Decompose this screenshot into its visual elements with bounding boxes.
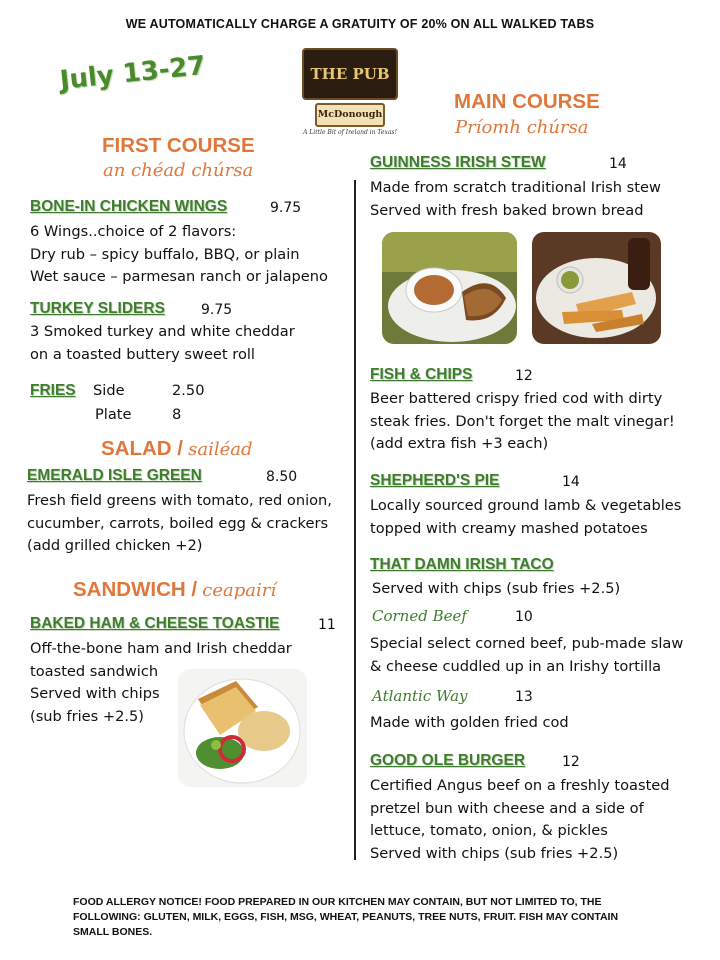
item-name-fries: FRIES — [30, 382, 76, 399]
fries-plate-label: Plate — [95, 406, 132, 423]
fries-plate-price: 8 — [172, 406, 182, 423]
sandwich-title: SANDWICH / — [73, 578, 198, 601]
sandwich-subtitle: ceapairí — [202, 580, 277, 601]
desc-line: Served with fresh baked brown bread — [370, 201, 644, 219]
logo-name: THE PUB — [310, 65, 390, 83]
item-name-fish: FISH & CHIPS — [370, 366, 473, 383]
salad-title: SALAD / — [101, 437, 183, 460]
item-price-sliders: 9.75 — [201, 302, 233, 318]
item-price-stew: 14 — [609, 156, 627, 172]
desc-line: 6 Wings..choice of 2 flavors: — [30, 223, 237, 240]
sandwich-heading — [73, 578, 276, 602]
item-price-salad: 8.50 — [266, 469, 298, 485]
item-name-sliders: TURKEY SLIDERS — [30, 300, 165, 317]
desc-line: & cheese cuddled up in an Irishy tortilla — [370, 657, 662, 675]
item-desc-fish — [370, 388, 675, 456]
logo-sign-top — [302, 48, 398, 100]
desc-line: pretzel bun with cheese and a side of — [370, 799, 644, 817]
desc-line: steak fries. Don't forget the malt vinegar! — [370, 412, 675, 430]
taco-variant-atlantic-way-price: 13 — [515, 689, 533, 705]
fries-side-price: 2.50 — [172, 382, 205, 399]
desc-line: on a toasted buttery sweet roll — [30, 345, 255, 363]
desc-line: (add grilled chicken +2) — [27, 537, 203, 554]
first-course-subtitle: an chéad chúrsa — [103, 160, 254, 181]
item-desc-salad — [27, 490, 332, 558]
salad-subtitle: sailéad — [188, 439, 253, 460]
logo-tagline: A Little Bit of Ireland in Texas! — [303, 129, 397, 136]
item-price-wings: 9.75 — [270, 200, 302, 216]
desc-line: (add extra fish +3 each) — [370, 435, 549, 452]
pub-logo — [302, 48, 398, 136]
item-name-toastie: BAKED HAM & CHEESE TOASTIE — [30, 615, 280, 632]
taco-variant-atlantic-way: Atlantic Way — [372, 687, 468, 705]
desc-line: 3 Smoked turkey and white cheddar — [30, 323, 295, 340]
item-desc-wings — [30, 221, 328, 289]
desc-line: Fresh field greens with tomato, red onion, — [27, 492, 332, 509]
main-course-title: MAIN COURSE — [454, 90, 600, 113]
desc-line: toasted sandwich — [30, 662, 159, 680]
item-desc-pie — [370, 495, 681, 540]
item-desc-taco-corned-beef — [370, 633, 683, 678]
desc-line: Beer battered crispy fried cod with dirty — [370, 390, 663, 407]
item-name-salad: EMERALD ISLE GREEN — [27, 467, 202, 484]
desc-line: Served with chips — [30, 685, 160, 702]
desc-line: Special select corned beef, pub-made slaw — [370, 635, 684, 652]
gratuity-notice: WE AUTOMATICALLY CHARGE A GRATUITY OF 20% ON ALL WALKED TABS — [125, 17, 595, 31]
item-desc-stew — [370, 177, 661, 222]
desc-line: Made from scratch traditional Irish stew — [370, 179, 661, 196]
desc-line: Dry rub – spicy buffalo, BBQ, or plain — [30, 245, 300, 263]
desc-line: Served with chips (sub fries +2.5) — [370, 844, 619, 862]
fish-chips-photo — [532, 232, 661, 344]
item-name-stew: GUINNESS IRISH STEW — [370, 154, 546, 171]
first-course-title: FIRST COURSE — [102, 134, 255, 157]
logo-location-sign: McDonough — [315, 103, 385, 127]
desc-line: topped with creamy mashed potatoes — [370, 519, 648, 537]
desc-line: Made with golden fried cod — [370, 714, 569, 731]
stew-photo — [382, 232, 517, 344]
salad-heading — [101, 437, 252, 461]
item-name-burger: GOOD OLE BURGER — [370, 752, 526, 769]
fries-side-label: Side — [93, 382, 125, 399]
item-desc-burger — [370, 775, 670, 865]
desc-line: (sub fries +2.5) — [30, 707, 144, 725]
taco-variant-corned-beef: Corned Beef — [372, 607, 467, 625]
main-course-subtitle: Príomh chúrsa — [455, 117, 589, 138]
item-price-pie: 14 — [562, 474, 580, 490]
desc-line: Locally sourced ground lamb & vegetables — [370, 497, 682, 514]
toastie-photo — [178, 669, 307, 787]
desc-line: lettuce, tomato, onion, & pickles — [370, 822, 608, 839]
item-desc-taco-atlantic — [370, 712, 569, 735]
desc-line: Off-the-bone ham and Irish cheddar — [30, 640, 292, 657]
item-name-pie: SHEPHERD'S PIE — [370, 472, 500, 489]
desc-line: cucumber, carrots, boiled egg & crackers — [27, 514, 329, 532]
desc-line: Certified Angus beef on a freshly toasted — [370, 777, 670, 794]
item-name-wings: BONE-IN CHICKEN WINGS — [30, 198, 228, 215]
item-name-taco: THAT DAMN IRISH TACO — [370, 556, 554, 573]
item-price-fish: 12 — [515, 368, 533, 384]
item-desc-sliders — [30, 321, 295, 366]
desc-line: Wet sauce – parmesan ranch or jalapeno — [30, 268, 328, 285]
taco-served-note: Served with chips (sub fries +2.5) — [372, 580, 621, 597]
allergy-notice: FOOD ALLERGY NOTICE! FOOD PREPARED IN OUR KITCHEN MAY CONTAIN, BUT NOT LIMITED TO, THE FOLLOWING: GLUTEN, MILK, EGGS, FISH, MSG, WHEAT, PEANUTS, TREE NUTS, FRUIT. FISH MAY CONTAIN SMALL BONES. — [73, 896, 619, 938]
column-divider — [354, 180, 356, 860]
item-price-burger: 12 — [562, 754, 580, 770]
item-price-toastie: 11 — [318, 617, 336, 633]
taco-variant-corned-beef-price: 10 — [515, 609, 533, 625]
date-range: July 13-27 — [58, 50, 208, 96]
